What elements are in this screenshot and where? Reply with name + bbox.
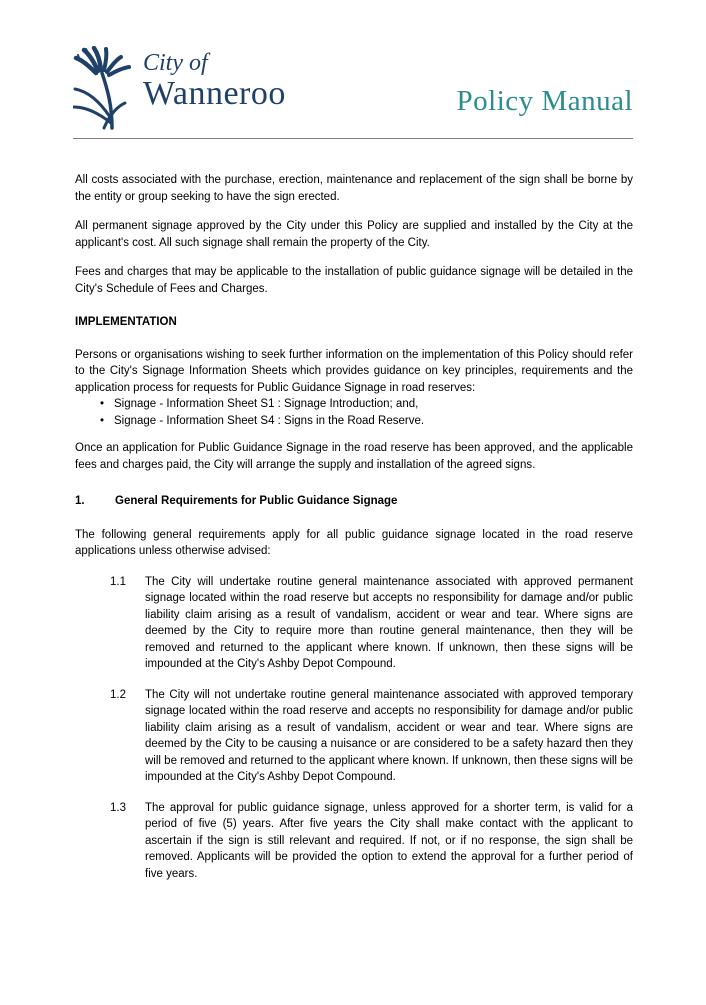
kangaroo-paw-flower-icon	[73, 46, 135, 130]
policy-manual-title: Policy Manual	[456, 85, 633, 117]
item-text: The City will undertake routine general maintenance associated with approved permanent signage located within the road reserve but accepts no responsibility for damage and/or public liability claim arising as a result of vandalism, accident or wear and tear. Where signs are deemed by the City to require more than routine general maintenance, then they will be removed and returned to the applicant where known. If unknown, then these signs will be impounded at the City's Ashby Depot Compound.	[145, 575, 633, 670]
numbered-item-1-1	[75, 574, 633, 673]
list-item-label: Signage - Information Sheet S1 : Signage Introduction; and,	[114, 398, 419, 410]
item-text: The City will not undertake routine general maintenance associated with approved temporary signage located within the road reserve and accepts no responsibility for damage and/or public liability claim arising as a result of vandalism, accident or wear and tear. Where signs are deemed by the City to be causing a nuisance or are considered to be a safety hazard then they will be removed and returned to the applicant where known. If unknown, then these signs will be impounded at the City's Ashby Depot Compound.	[145, 688, 633, 783]
item-text: The approval for public guidance signage, unless approved for a shorter term, is valid for a period of five (5) years. After five years the City shall make contact with the applicant to ascertain if the sign is still relevant and required. If not, or if no response, the sign shall be removed. Applicants will be provided the option to extend the approval for a further period of five years.	[145, 801, 633, 880]
section-1-heading	[75, 493, 633, 510]
paragraph-general-requirements-intro: The following general requirements apply for all public guidance signage located in the road reserve applications unless otherwise advised:	[75, 528, 633, 557]
paragraph-permanent-signage: All permanent signage approved by the City under this Policy are supplied and installed by the City at the applicant's cost. All such signage shall remain the property of the City.	[75, 220, 633, 249]
section-number: 1.	[75, 495, 85, 507]
document-body	[75, 172, 633, 882]
logo-wordmark	[143, 46, 286, 112]
paragraph-costs: All costs associated with the purchase, erection, maintenance and replacement of the sign shall be borne by the entity or group seeking to have the sign erected.	[75, 174, 633, 203]
item-number: 1.3	[110, 801, 126, 814]
numbered-item-1-2	[75, 687, 633, 786]
numbered-item-1-3	[75, 800, 633, 883]
information-sheet-list	[75, 396, 633, 429]
paragraph-fees-charges: Fees and charges that may be applicable to the installation of public guidance signage will be detailed in the City's Schedule of Fees and Charges.	[75, 266, 633, 295]
implementation-heading: IMPLEMENTATION	[75, 316, 177, 328]
item-number: 1.2	[110, 688, 126, 701]
paragraph-application-approved: Once an application for Public Guidance Signage in the road reserve has been approved, and the applicable fees and charges paid, the City will arrange the supply and installation of the agreed signs.	[75, 442, 633, 471]
logo-wanneroo: Wanneroo	[143, 75, 286, 112]
bullet-icon: •	[100, 398, 105, 410]
city-of-wanneroo-logo	[73, 46, 286, 130]
bullet-icon: •	[100, 414, 105, 427]
logo-city-of: City of	[143, 50, 208, 76]
paragraph-implementation-intro: Persons or organisations wishing to seek further information on the implementation of this Policy should refer to the City's Signage Information Sheets which provides guidance on key principles, requirements and the application process for requests for Public Guidance Signage in road reserves:	[75, 348, 633, 394]
item-number: 1.1	[110, 575, 126, 588]
section-title: General Requirements for Public Guidance Signage	[115, 495, 398, 507]
list-item-sheet-s1	[100, 396, 633, 413]
list-item-sheet-s4	[100, 413, 633, 430]
list-item-label: Signage - Information Sheet S4 : Signs in the Road Reserve.	[114, 414, 425, 427]
page-header	[0, 0, 706, 130]
header-divider	[73, 138, 633, 139]
